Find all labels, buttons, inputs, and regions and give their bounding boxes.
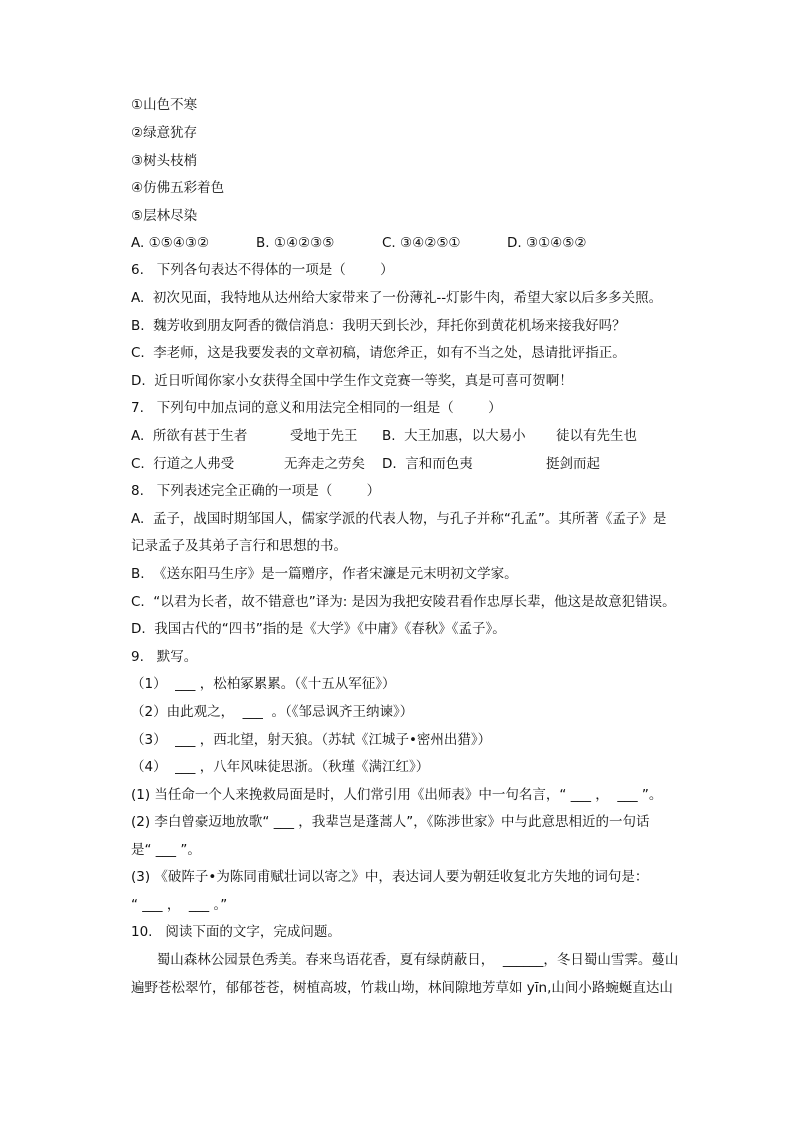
- q6-option-d: D. 近日听闻你家小女获得全国中学生作文竞赛一等奖，真是可喜可贺啊！: [131, 373, 573, 389]
- q9-stem: 9. 默写。: [131, 649, 198, 665]
- q9-prompt-2: (2) 李白曾豪迈地放歌“ ___ ，我辈岂是蓬蒿人”，《陈涉世家》中与此意思相近的一句话: [131, 814, 650, 830]
- q7-option-a-second: 受地于先王: [290, 428, 358, 444]
- q8-option-c: C. “以君为长者，故不错意也”译为: 是因为我把安陵君看作忠厚长辈，他这是故意犯错误。: [131, 594, 676, 610]
- q8-option-a-continued: 记录孟子及其弟子言行和思想的书。: [131, 538, 347, 554]
- q6-option-a: A. 初次见面，我特地从达州给大家带来了一份薄礼--灯影牛肉，希望大家以后多多关照。: [131, 290, 663, 306]
- q9-prompt-3-continued: “ ___ ， ___ 。”: [131, 897, 228, 913]
- sequence-item-2: ②绿意犹存: [131, 125, 198, 141]
- q8-stem: 8. 下列表述完全正确的一项是（ ）: [131, 483, 381, 499]
- q6-option-c: C. 李老师，这是我要发表的文章初稿，请您斧正，如有不当之处，恳请批评指正。: [131, 345, 626, 361]
- sequence-item-4: ④仿佛五彩着色: [131, 180, 225, 196]
- sequence-item-3: ③树头枝梢: [131, 153, 198, 169]
- q7-option-a-first: A. 所欲有甚于生者: [131, 428, 248, 444]
- sequence-item-5: ⑤层林尽染: [131, 208, 198, 224]
- q7-option-b-first: B. 大王加惠，以大易小: [382, 428, 526, 444]
- q9-prompt-2-continued: 是“ ___ ”。: [131, 842, 201, 858]
- q5-option-d: D. ③①④⑤②: [507, 235, 587, 251]
- q9-line-4: （4） ___ ，八年风味徒思浙。（秋瑾《满江红》）: [131, 759, 430, 775]
- q9-prompt-3: (3) 《破阵子•为陈同甫赋壮词以寄之》中，表达词人要为朝廷收复北方失地的词句是：: [131, 869, 649, 885]
- q5-option-c: C. ③④②⑤①: [382, 235, 461, 251]
- q9-line-1: （1） ___ ，松柏冢累累。（《十五从军征》）: [131, 676, 396, 692]
- q7-option-d-first: D. 言和而色夷: [382, 456, 473, 472]
- q7-option-b-second: 徒以有先生也: [556, 428, 637, 444]
- q6-option-b: B. 魏芳收到朋友阿香的微信消息：我明天到长沙，拜托你到黄花机场来接我好吗？: [131, 318, 626, 334]
- q7-option-d-second: 挺剑而起: [546, 456, 600, 472]
- q10-passage-line-1: 蜀山森林公园景色秀美。春来鸟语花香，夏有绿荫蔽日， ______，冬日蜀山雪霁。蔓山: [131, 952, 679, 968]
- q8-option-b: B. 《送东阳马生序》是一篇赠序，作者宋濂是元末明初文学家。: [131, 566, 518, 582]
- q7-option-c-second: 无奔走之劳矣: [284, 456, 365, 472]
- q7-stem: 7. 下列句中加点词的意义和用法完全相同的一组是（ ）: [131, 400, 502, 416]
- q10-stem: 10. 阅读下面的文字，完成问题。: [131, 924, 341, 940]
- q5-option-b: B. ①④②③⑤: [256, 235, 335, 251]
- q9-prompt-1: (1) 当任命一个人来挽救局面是时，人们常引用《出师表》中一句名言，“ ___ ， ___ ”。: [131, 787, 663, 803]
- q6-stem: 6. 下列各句表达不得体的一项是（ ）: [131, 262, 394, 278]
- q7-option-c-first: C. 行道之人弗受: [131, 456, 235, 472]
- q9-line-3: （3） ___ ，西北望，射天狼。（苏轼《江城子•密州出猎》）: [131, 732, 492, 748]
- q9-line-2: （2）由此观之， ___ 。（《邹忌讽齐王纳谏》）: [131, 704, 414, 720]
- q10-passage-line-2: 遍野苍松翠竹，郁郁苍苍，树植高坡，竹栽山坳，林间隙地芳草如 yīn,山间小路蜿蜒直达山: [131, 980, 673, 996]
- sequence-item-1: ①山色不寒: [131, 97, 198, 113]
- q5-option-a: A. ①⑤④③②: [131, 235, 210, 251]
- q8-option-d: D. 我国古代的“四书”指的是《大学》《中庸》《春秋》《孟子》。: [131, 621, 506, 637]
- q8-option-a: A. 孟子，战国时期邹国人，儒家学派的代表人物，与孔子并称“孔孟”。其所著《孟子》是: [131, 511, 667, 527]
